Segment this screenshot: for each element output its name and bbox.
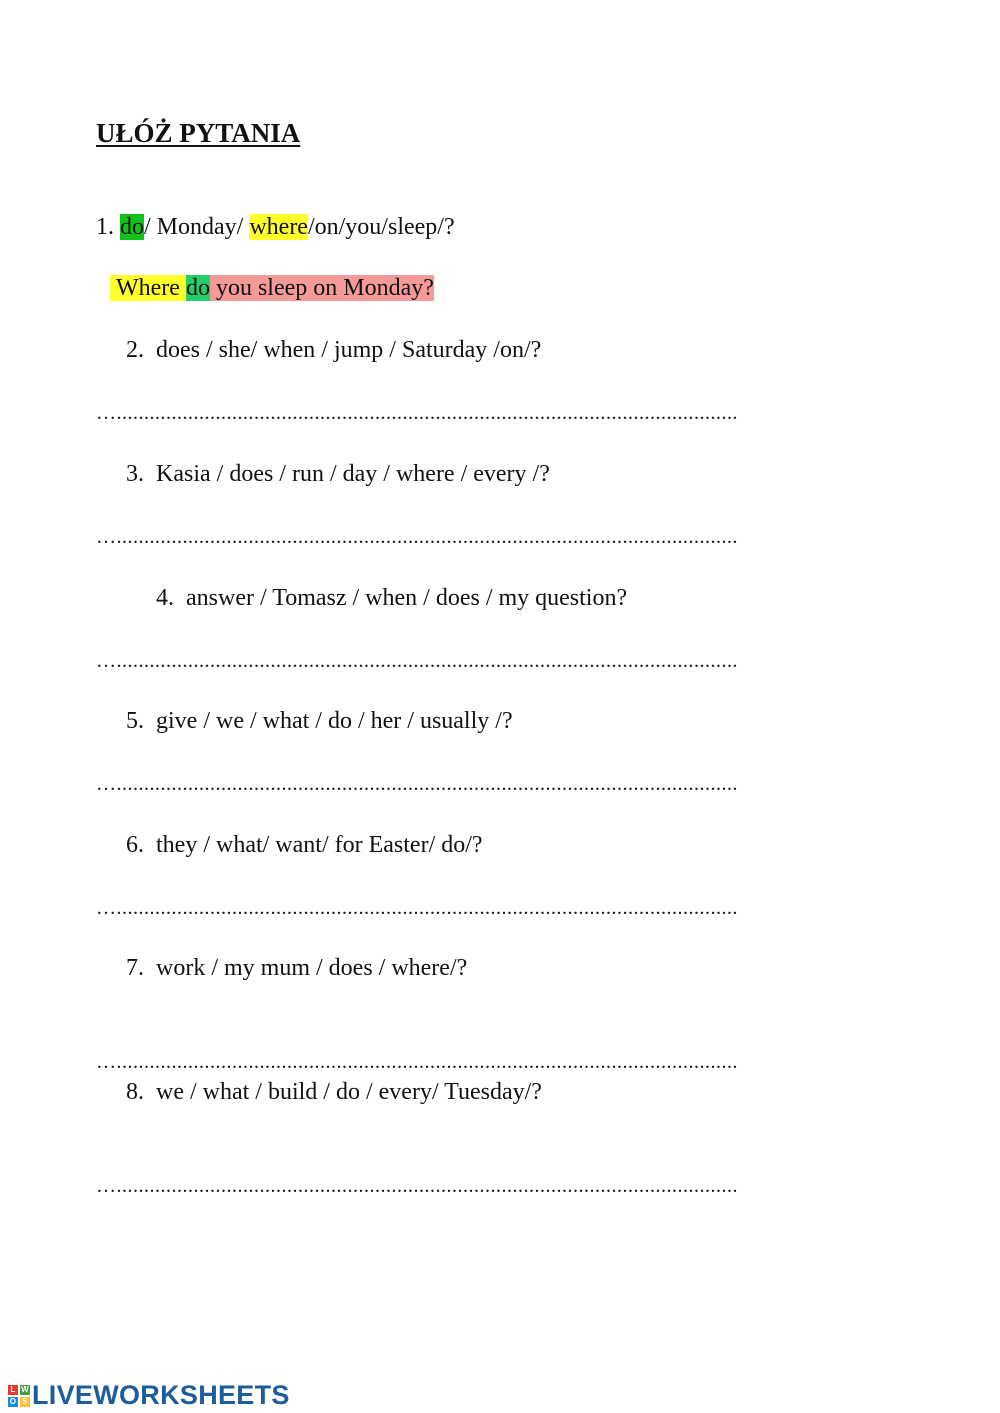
logo-grid-icon xyxy=(8,1385,30,1407)
example-answer-rest: you sleep on Monday? xyxy=(209,275,434,301)
answer-line-8[interactable]: …................................................................................................................. xyxy=(96,1175,738,1197)
question-number: 2. xyxy=(126,337,144,363)
question-text: give / we / what / do / her / usually /? xyxy=(156,708,513,734)
question-number: 3. xyxy=(126,461,144,487)
question-number: 5. xyxy=(126,708,144,734)
answer-line-3[interactable]: …................................................................................................................. xyxy=(96,526,738,548)
example-prompt xyxy=(96,212,455,242)
liveworksheets-logo[interactable] xyxy=(8,1380,290,1411)
logo-letter: L xyxy=(8,1385,18,1395)
question-number: 6. xyxy=(126,832,144,858)
logo-letter: S xyxy=(20,1397,30,1407)
example-word-do: do xyxy=(120,214,144,240)
question-8 xyxy=(126,1077,542,1107)
question-2 xyxy=(126,335,541,365)
brand-name: LIVEWORKSHEETS xyxy=(32,1380,290,1410)
question-text: Kasia / does / run / day / where / every /? xyxy=(156,461,550,487)
logo-letter: O xyxy=(9,1396,17,1406)
example-answer-where: Where xyxy=(110,275,186,301)
answer-line-6[interactable]: …................................................................................................................. xyxy=(96,897,738,919)
example-number: 1. xyxy=(96,214,114,240)
example-answer-do: do xyxy=(185,275,210,301)
example-word-monday: / Monday/ xyxy=(144,214,250,240)
question-text: does / she/ when / jump / Saturday /on/? xyxy=(156,337,542,363)
question-text: work / my mum / does / where/? xyxy=(156,955,468,981)
answer-line-4[interactable]: …................................................................................................................. xyxy=(96,650,738,672)
question-text: we / what / build / do / every/ Tuesday/? xyxy=(156,1079,542,1105)
question-number: 7. xyxy=(126,955,144,981)
question-6 xyxy=(126,830,483,860)
question-4 xyxy=(156,583,627,613)
example-word-where: where xyxy=(249,214,308,240)
answer-line-5[interactable]: …................................................................................................................. xyxy=(96,773,738,795)
answer-line-2[interactable]: …................................................................................................................. xyxy=(96,402,738,424)
logo-letter: W xyxy=(21,1384,29,1394)
question-number: 4. xyxy=(156,585,174,611)
example-word-rest: /on/you/sleep/? xyxy=(307,214,455,240)
question-text: they / what/ want/ for Easter/ do/? xyxy=(156,832,483,858)
example-answer xyxy=(110,273,434,303)
question-7 xyxy=(126,953,467,983)
question-number: 8. xyxy=(126,1079,144,1105)
worksheet-title: UŁÓŻ PYTANIA xyxy=(96,118,301,148)
question-3 xyxy=(126,459,550,489)
question-text: answer / Tomasz / when / does / my question? xyxy=(186,585,628,611)
question-5 xyxy=(126,706,513,736)
answer-line-7[interactable]: …................................................................................................................. xyxy=(96,1051,738,1073)
